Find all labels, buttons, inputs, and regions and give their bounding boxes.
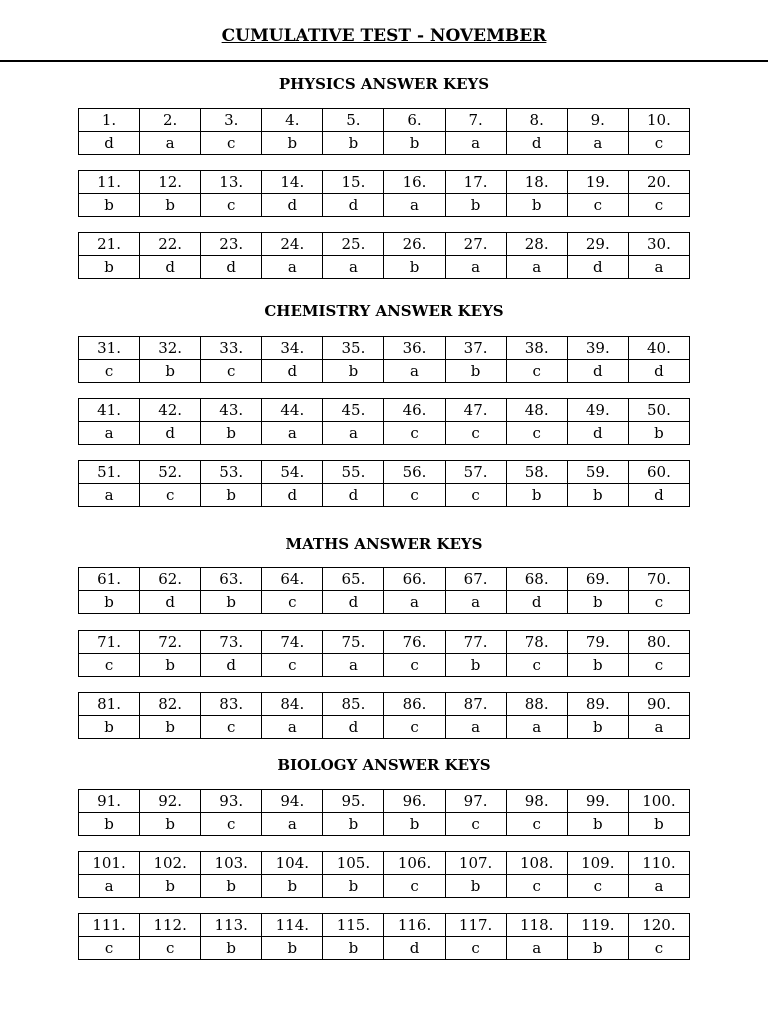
answer-row	[79, 716, 690, 739]
chemistry-answer-table	[78, 398, 690, 445]
question-number-cell: 55.	[323, 461, 384, 484]
question-number-cell: 71.	[79, 631, 140, 654]
answer-cell: a	[79, 875, 140, 898]
question-number-cell: 32.	[140, 337, 201, 360]
answer-cell: a	[262, 422, 323, 445]
question-number-cell: 49.	[567, 399, 628, 422]
answer-cell: c	[140, 484, 201, 507]
question-number-cell: 16.	[384, 171, 445, 194]
question-number-cell: 93.	[201, 790, 262, 813]
question-number-cell: 19.	[567, 171, 628, 194]
answer-cell: d	[628, 360, 689, 383]
answer-cell: a	[628, 716, 689, 739]
answer-cell: d	[323, 716, 384, 739]
answer-cell: b	[79, 256, 140, 279]
question-number-cell: 119.	[567, 914, 628, 937]
question-number-cell: 80.	[628, 631, 689, 654]
question-number-row	[79, 171, 690, 194]
answer-cell: a	[506, 716, 567, 739]
question-number-cell: 70.	[628, 568, 689, 591]
question-number-cell: 37.	[445, 337, 506, 360]
question-number-cell: 78.	[506, 631, 567, 654]
answer-cell: d	[506, 132, 567, 155]
question-number-cell: 54.	[262, 461, 323, 484]
answer-cell: b	[384, 813, 445, 836]
question-number-cell: 81.	[79, 693, 140, 716]
question-number-cell: 56.	[384, 461, 445, 484]
answer-cell: b	[201, 591, 262, 614]
answer-row	[79, 132, 690, 155]
answer-cell: c	[201, 132, 262, 155]
answer-cell: c	[79, 360, 140, 383]
chemistry-answer-table	[78, 336, 690, 383]
question-number-cell: 66.	[384, 568, 445, 591]
question-number-cell: 105.	[323, 852, 384, 875]
question-number-cell: 77.	[445, 631, 506, 654]
answer-cell: b	[201, 937, 262, 960]
question-number-cell: 65.	[323, 568, 384, 591]
question-number-cell: 31.	[79, 337, 140, 360]
question-number-cell: 102.	[140, 852, 201, 875]
question-number-cell: 73.	[201, 631, 262, 654]
question-number-cell: 94.	[262, 790, 323, 813]
answer-row	[79, 813, 690, 836]
answer-cell: b	[140, 194, 201, 217]
question-number-row	[79, 631, 690, 654]
question-number-cell: 107.	[445, 852, 506, 875]
answer-cell: a	[323, 256, 384, 279]
question-number-cell: 115.	[323, 914, 384, 937]
answer-cell: b	[445, 654, 506, 677]
question-number-cell: 53.	[201, 461, 262, 484]
answer-cell: c	[445, 813, 506, 836]
question-number-row	[79, 109, 690, 132]
question-number-cell: 22.	[140, 233, 201, 256]
question-number-cell: 21.	[79, 233, 140, 256]
answer-cell: b	[262, 132, 323, 155]
question-number-cell: 35.	[323, 337, 384, 360]
question-number-cell: 3.	[201, 109, 262, 132]
question-number-cell: 41.	[79, 399, 140, 422]
answer-row	[79, 484, 690, 507]
question-number-cell: 69.	[567, 568, 628, 591]
question-number-cell: 68.	[506, 568, 567, 591]
question-number-cell: 18.	[506, 171, 567, 194]
answer-cell: d	[140, 256, 201, 279]
question-number-cell: 103.	[201, 852, 262, 875]
answer-cell: b	[628, 813, 689, 836]
question-number-cell: 46.	[384, 399, 445, 422]
answer-cell: b	[323, 937, 384, 960]
answer-cell: b	[79, 591, 140, 614]
question-number-cell: 36.	[384, 337, 445, 360]
answer-cell: d	[262, 484, 323, 507]
answer-row	[79, 194, 690, 217]
answer-cell: b	[567, 484, 628, 507]
answer-cell: c	[567, 194, 628, 217]
question-number-cell: 13.	[201, 171, 262, 194]
answer-cell: b	[323, 132, 384, 155]
question-number-cell: 91.	[79, 790, 140, 813]
answer-cell: c	[79, 654, 140, 677]
biology-answer-table	[78, 851, 690, 898]
question-number-cell: 63.	[201, 568, 262, 591]
answer-cell: c	[262, 654, 323, 677]
answer-cell: d	[506, 591, 567, 614]
question-number-row	[79, 852, 690, 875]
answer-cell: c	[628, 937, 689, 960]
answer-cell: b	[567, 813, 628, 836]
question-number-cell: 111.	[79, 914, 140, 937]
answer-cell: c	[201, 716, 262, 739]
question-number-cell: 76.	[384, 631, 445, 654]
question-number-cell: 33.	[201, 337, 262, 360]
answer-cell: a	[262, 716, 323, 739]
answer-cell: b	[201, 875, 262, 898]
answer-cell: c	[79, 937, 140, 960]
question-number-cell: 14.	[262, 171, 323, 194]
answer-cell: c	[201, 194, 262, 217]
answer-cell: b	[506, 194, 567, 217]
question-number-cell: 98.	[506, 790, 567, 813]
answer-cell: b	[445, 875, 506, 898]
question-number-cell: 29.	[567, 233, 628, 256]
answer-cell: a	[79, 484, 140, 507]
question-number-cell: 59.	[567, 461, 628, 484]
answer-cell: c	[262, 591, 323, 614]
chemistry-section-heading: CHEMISTRY ANSWER KEYS	[264, 302, 504, 320]
answer-cell: c	[628, 132, 689, 155]
question-number-cell: 72.	[140, 631, 201, 654]
answer-cell: d	[323, 591, 384, 614]
title-divider	[0, 60, 768, 62]
answer-cell: b	[262, 875, 323, 898]
answer-cell: a	[79, 422, 140, 445]
answer-cell: b	[506, 484, 567, 507]
question-number-cell: 25.	[323, 233, 384, 256]
answer-cell: c	[140, 937, 201, 960]
answer-cell: a	[506, 256, 567, 279]
question-number-cell: 82.	[140, 693, 201, 716]
answer-cell: a	[445, 132, 506, 155]
question-number-cell: 28.	[506, 233, 567, 256]
answer-cell: b	[628, 422, 689, 445]
question-number-cell: 64.	[262, 568, 323, 591]
answer-cell: a	[567, 132, 628, 155]
question-number-cell: 108.	[506, 852, 567, 875]
question-number-cell: 8.	[506, 109, 567, 132]
answer-cell: b	[79, 813, 140, 836]
answer-cell: d	[262, 360, 323, 383]
answer-cell: d	[567, 422, 628, 445]
question-number-cell: 26.	[384, 233, 445, 256]
answer-row	[79, 937, 690, 960]
question-number-cell: 23.	[201, 233, 262, 256]
question-number-cell: 17.	[445, 171, 506, 194]
answer-cell: c	[445, 422, 506, 445]
answer-cell: b	[323, 360, 384, 383]
answer-cell: d	[323, 194, 384, 217]
question-number-cell: 61.	[79, 568, 140, 591]
answer-cell: d	[567, 360, 628, 383]
answer-cell: d	[140, 591, 201, 614]
question-number-cell: 24.	[262, 233, 323, 256]
question-number-cell: 92.	[140, 790, 201, 813]
answer-cell: b	[140, 813, 201, 836]
answer-cell: c	[384, 716, 445, 739]
question-number-cell: 120.	[628, 914, 689, 937]
question-number-cell: 34.	[262, 337, 323, 360]
answer-cell: a	[323, 422, 384, 445]
question-number-cell: 40.	[628, 337, 689, 360]
question-number-cell: 110.	[628, 852, 689, 875]
answer-cell: c	[506, 875, 567, 898]
question-number-cell: 74.	[262, 631, 323, 654]
question-number-cell: 106.	[384, 852, 445, 875]
answer-cell: a	[140, 132, 201, 155]
question-number-cell: 47.	[445, 399, 506, 422]
answer-cell: d	[567, 256, 628, 279]
answer-cell: c	[506, 360, 567, 383]
question-number-cell: 5.	[323, 109, 384, 132]
answer-cell: a	[445, 256, 506, 279]
answer-cell: c	[445, 937, 506, 960]
answer-cell: b	[140, 360, 201, 383]
question-number-cell: 89.	[567, 693, 628, 716]
answer-cell: b	[445, 194, 506, 217]
answer-cell: b	[567, 654, 628, 677]
answer-cell: d	[79, 132, 140, 155]
answer-cell: c	[445, 484, 506, 507]
answer-cell: b	[79, 716, 140, 739]
maths-answer-table	[78, 692, 690, 739]
answer-cell: b	[262, 937, 323, 960]
answer-row	[79, 422, 690, 445]
answer-cell: c	[201, 813, 262, 836]
answer-cell: c	[628, 654, 689, 677]
answer-cell: a	[506, 937, 567, 960]
question-number-cell: 100.	[628, 790, 689, 813]
answer-cell: c	[384, 654, 445, 677]
answer-row	[79, 360, 690, 383]
question-number-cell: 45.	[323, 399, 384, 422]
answer-cell: c	[506, 654, 567, 677]
answer-cell: b	[79, 194, 140, 217]
question-number-row	[79, 337, 690, 360]
question-number-cell: 38.	[506, 337, 567, 360]
question-number-cell: 75.	[323, 631, 384, 654]
question-number-cell: 67.	[445, 568, 506, 591]
question-number-cell: 62.	[140, 568, 201, 591]
question-number-cell: 7.	[445, 109, 506, 132]
answer-cell: a	[628, 256, 689, 279]
answer-cell: a	[323, 654, 384, 677]
answer-cell: b	[323, 875, 384, 898]
question-number-cell: 1.	[79, 109, 140, 132]
answer-cell: c	[628, 194, 689, 217]
answer-cell: a	[384, 194, 445, 217]
question-number-cell: 112.	[140, 914, 201, 937]
biology-answer-table	[78, 913, 690, 960]
answer-cell: a	[262, 813, 323, 836]
answer-cell: b	[140, 875, 201, 898]
question-number-cell: 6.	[384, 109, 445, 132]
question-number-cell: 48.	[506, 399, 567, 422]
answer-cell: b	[384, 256, 445, 279]
question-number-cell: 87.	[445, 693, 506, 716]
question-number-row	[79, 914, 690, 937]
answer-cell: a	[628, 875, 689, 898]
answer-cell: a	[262, 256, 323, 279]
question-number-cell: 44.	[262, 399, 323, 422]
question-number-cell: 101.	[79, 852, 140, 875]
question-number-cell: 83.	[201, 693, 262, 716]
maths-section-heading: MATHS ANSWER KEYS	[285, 535, 483, 553]
answer-cell: c	[628, 591, 689, 614]
question-number-cell: 117.	[445, 914, 506, 937]
question-number-cell: 52.	[140, 461, 201, 484]
question-number-row	[79, 693, 690, 716]
answer-cell: b	[323, 813, 384, 836]
question-number-cell: 51.	[79, 461, 140, 484]
answer-row	[79, 654, 690, 677]
answer-cell: c	[506, 422, 567, 445]
question-number-cell: 96.	[384, 790, 445, 813]
answer-row	[79, 875, 690, 898]
answer-cell: d	[628, 484, 689, 507]
answer-cell: a	[384, 591, 445, 614]
question-number-row	[79, 399, 690, 422]
question-number-cell: 97.	[445, 790, 506, 813]
question-number-row	[79, 461, 690, 484]
question-number-cell: 9.	[567, 109, 628, 132]
question-number-cell: 4.	[262, 109, 323, 132]
biology-answer-table	[78, 789, 690, 836]
question-number-row	[79, 790, 690, 813]
question-number-cell: 15.	[323, 171, 384, 194]
question-number-cell: 27.	[445, 233, 506, 256]
answer-cell: b	[567, 716, 628, 739]
document-title: CUMULATIVE TEST - NOVEMBER	[221, 26, 547, 46]
answer-cell: d	[140, 422, 201, 445]
answer-cell: b	[201, 422, 262, 445]
question-number-cell: 58.	[506, 461, 567, 484]
maths-answer-table	[78, 630, 690, 677]
answer-cell: d	[201, 654, 262, 677]
question-number-cell: 85.	[323, 693, 384, 716]
question-number-cell: 109.	[567, 852, 628, 875]
question-number-cell: 57.	[445, 461, 506, 484]
answer-cell: a	[445, 591, 506, 614]
question-number-cell: 11.	[79, 171, 140, 194]
answer-cell: a	[445, 716, 506, 739]
question-number-row	[79, 233, 690, 256]
question-number-cell: 60.	[628, 461, 689, 484]
question-number-cell: 86.	[384, 693, 445, 716]
answer-cell: c	[506, 813, 567, 836]
answer-cell: c	[384, 875, 445, 898]
question-number-cell: 30.	[628, 233, 689, 256]
answer-cell: d	[323, 484, 384, 507]
physics-answer-table	[78, 232, 690, 279]
answer-cell: a	[384, 360, 445, 383]
physics-answer-table	[78, 170, 690, 217]
question-number-cell: 114.	[262, 914, 323, 937]
answer-row	[79, 256, 690, 279]
question-number-cell: 90.	[628, 693, 689, 716]
question-number-row	[79, 568, 690, 591]
question-number-cell: 39.	[567, 337, 628, 360]
question-number-cell: 10.	[628, 109, 689, 132]
answer-cell: b	[201, 484, 262, 507]
answer-cell: c	[201, 360, 262, 383]
answer-cell: d	[384, 937, 445, 960]
answer-cell: d	[262, 194, 323, 217]
biology-section-heading: BIOLOGY ANSWER KEYS	[277, 756, 491, 774]
question-number-cell: 95.	[323, 790, 384, 813]
question-number-cell: 79.	[567, 631, 628, 654]
question-number-cell: 42.	[140, 399, 201, 422]
maths-answer-table	[78, 567, 690, 614]
question-number-cell: 88.	[506, 693, 567, 716]
question-number-cell: 12.	[140, 171, 201, 194]
question-number-cell: 2.	[140, 109, 201, 132]
question-number-cell: 118.	[506, 914, 567, 937]
answer-cell: b	[445, 360, 506, 383]
answer-cell: b	[384, 132, 445, 155]
answer-cell: d	[201, 256, 262, 279]
answer-cell: b	[567, 937, 628, 960]
question-number-cell: 43.	[201, 399, 262, 422]
question-number-cell: 116.	[384, 914, 445, 937]
answer-cell: c	[384, 484, 445, 507]
chemistry-answer-table	[78, 460, 690, 507]
answer-cell: b	[140, 716, 201, 739]
answer-cell: b	[140, 654, 201, 677]
question-number-cell: 99.	[567, 790, 628, 813]
question-number-cell: 113.	[201, 914, 262, 937]
physics-answer-table	[78, 108, 690, 155]
question-number-cell: 104.	[262, 852, 323, 875]
question-number-cell: 84.	[262, 693, 323, 716]
answer-cell: c	[384, 422, 445, 445]
question-number-cell: 50.	[628, 399, 689, 422]
answer-cell: b	[567, 591, 628, 614]
answer-cell: c	[567, 875, 628, 898]
physics-section-heading: PHYSICS ANSWER KEYS	[278, 75, 490, 93]
question-number-cell: 20.	[628, 171, 689, 194]
answer-row	[79, 591, 690, 614]
